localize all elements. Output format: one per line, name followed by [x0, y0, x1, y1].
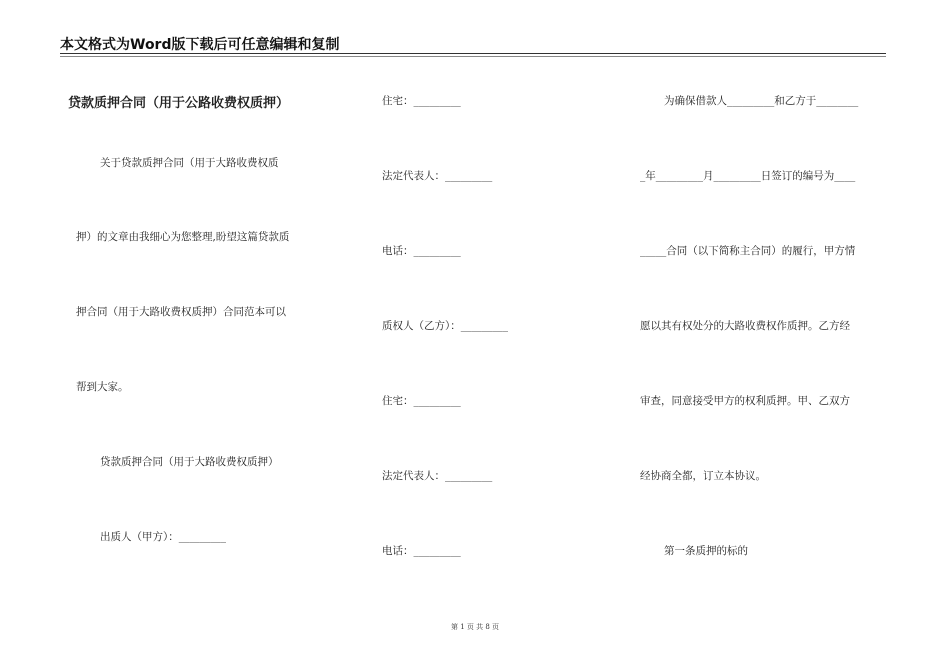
right-line-5: 审查，同意接受甲方的权利质押。甲、乙双方	[640, 395, 850, 407]
left-line-6: 出质人（甲方）：_________	[100, 531, 226, 543]
left-line-1: 关于贷款质押合同（用于大路收费权质	[100, 157, 279, 169]
mid-line-7: 电话：_________	[382, 545, 461, 557]
document-title: 贷款质押合同（用于公路收费权质押）	[68, 96, 290, 111]
mid-line-3: 电话：_________	[382, 245, 461, 257]
mid-line-5: 住宅：_________	[382, 395, 461, 407]
page-header: 本文格式为Word版下载后可任意编辑和复制	[60, 37, 340, 53]
header-subrule	[60, 56, 886, 57]
left-line-2: 押）的文章由我细心为您整理,盼望这篇贷款质	[76, 231, 290, 243]
mid-line-1: 住宅：_________	[382, 95, 461, 107]
left-line-5: 贷款质押合同（用于大路收费权质押）	[100, 456, 279, 468]
mid-line-2: 法定代表人：_________	[382, 170, 493, 182]
right-line-7: 第一条质押的标的	[664, 545, 748, 557]
right-line-6: 经协商全都，订立本协议。	[640, 470, 766, 482]
left-line-4: 帮到大家。	[76, 381, 129, 393]
header-rule	[60, 53, 886, 54]
right-line-1: 为确保借款人_________和乙方于________	[664, 95, 859, 107]
mid-line-6: 法定代表人：_________	[382, 470, 493, 482]
right-line-4: 愿以其有权处分的大路收费权作质押。乙方经	[640, 320, 850, 332]
mid-line-4: 质权人（乙方）：_________	[382, 320, 508, 332]
page-footer: 第 1 页 共 8 页	[450, 623, 500, 631]
right-line-3: _____合同（以下简称主合同）的履行，甲方情	[640, 245, 856, 257]
right-line-2: _年_________月_________日签订的编号为____	[640, 170, 856, 182]
left-line-3: 押合同（用于大路收费权质押）合同范本可以	[76, 306, 286, 318]
